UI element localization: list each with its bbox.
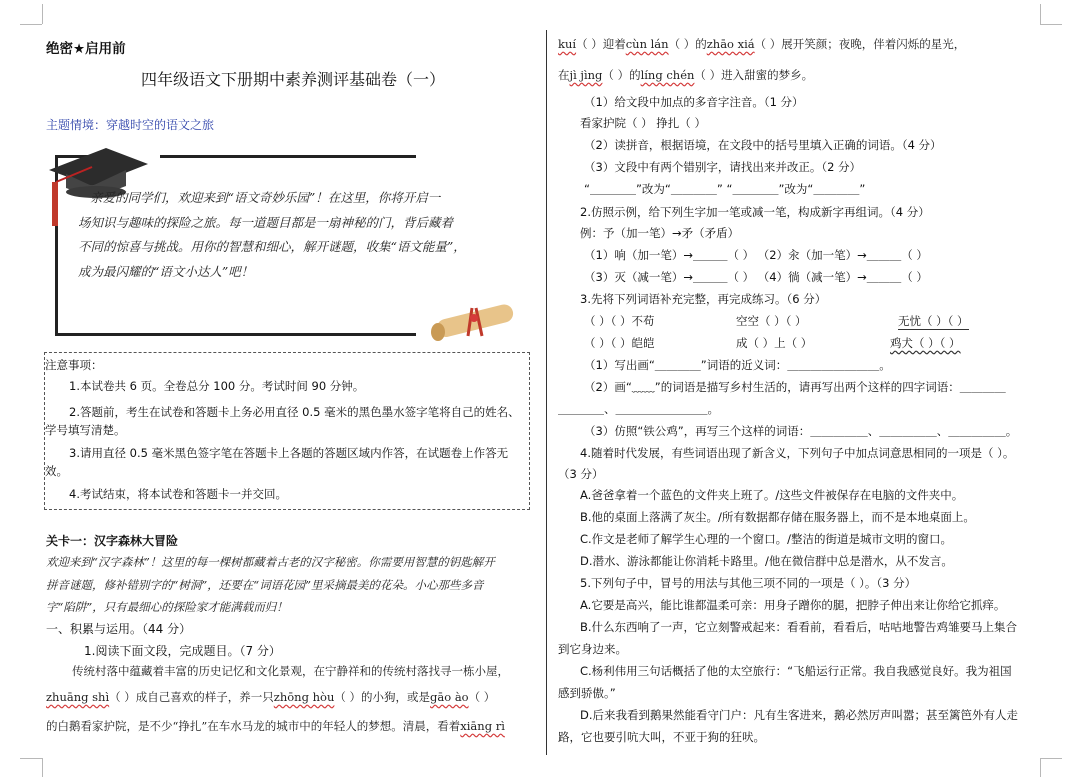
crop-mark — [1040, 24, 1062, 25]
crop-mark — [42, 4, 43, 24]
level1-intro-line: 欢迎来到“汉字森林”！这里的每一棵树都藏着古老的汉字秘密。你需要用智慧的钥匙解开 — [46, 555, 495, 569]
question-4: 4.随着时代发展，有些词语出现了新含义，下列句子中加点词意思相同的一项是（ ）。 — [580, 446, 1015, 460]
answer-line: 看家护院（ ） 挣扎（ ） — [580, 116, 706, 130]
intro-line: 成为最闪耀的“语文小达人”吧！ — [78, 263, 254, 279]
crop-mark — [20, 758, 42, 759]
theme-label: 主题情境：穿越时空的语文之旅 — [46, 118, 215, 132]
page-title: 四年级语文下册期中素养测评基础卷（一） — [141, 70, 446, 89]
question-3: 3.先将下列词语补充完整，再完成练习。（6 分） — [580, 292, 827, 306]
section-title: 一、积累与运用。（44 分） — [46, 622, 192, 636]
sub-question: （1）写出画“＿＿＿＿”词语的近义词：＿＿＿＿＿＿＿＿。 — [584, 358, 891, 372]
option-c-cont: 感到骄傲。” — [558, 686, 616, 700]
question-5: 5.下列句子中，冒号的用法与其他三项不同的一项是（ ）。（3 分） — [580, 576, 917, 590]
notice-item: 2.答题前，考生在试卷和答题卡上务必用直径 0.5 毫米的黑色墨水签字笔将自己的姓名、 — [69, 405, 520, 419]
intro-text — [62, 186, 502, 284]
passage-line-pinyin: zhuāng shì（ ）成自己喜欢的样子，养一只zhōng hòu（ ）的小狗，或是gāo ào（ ） — [46, 690, 496, 704]
question-4-score: （3 分） — [558, 467, 604, 481]
option-d: D.后来我看到鹅果然能看守门户：凡有生客进来，鹅必然厉声叫嚣；甚至篱笆外有人走 — [580, 708, 1019, 722]
answer-line: （3）灭（减一笔）→＿＿＿（ ） （4）徜（减一笔）→＿＿＿（ ） — [584, 270, 928, 284]
passage-line: 传统村落中蕴藏着丰富的历史记忆和文化景观，在宁静祥和的传统村落找寻一栋小屋， — [72, 664, 509, 678]
notice-box — [44, 352, 530, 510]
notice-item: 1.本试卷共 6 页。全卷总分 100 分。考试时间 90 分钟。 — [69, 379, 365, 393]
option-b-cont: 到它身边来。 — [558, 642, 627, 656]
option-d: D.潜水、游泳都能让你消耗卡路里。/他在微信群中总是潜水，从不发言。 — [580, 554, 953, 568]
answer-line: “＿＿＿＿”改为“＿＿＿＿” “＿＿＿＿”改为“＿＿＿＿” — [584, 182, 866, 196]
level1-intro-line: 字“陷阱”，只有最细心的探险家才能满载而归！ — [46, 600, 288, 614]
word-fill: 成（ ）上（ ） — [736, 336, 813, 350]
notice-item: 学号填写清楚。 — [45, 423, 126, 437]
notice-item: 效。 — [45, 464, 68, 478]
diploma-scroll-icon — [428, 300, 520, 342]
question-2: 2.仿照示例，给下列生字加一笔或减一笔，构成新字再组词。（4 分） — [580, 205, 930, 219]
passage-line-pinyin: kuí（ ）迎着cùn lán（ ）的zhāo xiá（ ）展开笑颜；夜晚，伴着闪烁的星光， — [558, 37, 966, 51]
word-fill: 鸡犬（ ）（ ） — [890, 336, 961, 350]
intro-line: 亲爱的同学们，欢迎来到“语文奇妙乐园”！在这里，你将开启一 — [90, 190, 441, 205]
passage-line-pinyin: 在jì jìng（ ）的líng chén（ ）进入甜蜜的梦乡。 — [558, 68, 814, 82]
option-b: B.什么东西响了一声，它立刻警戒起来：看看前，看看后，咕咕地警告鸡雏要马上集合 — [580, 620, 1018, 634]
option-b: B.他的桌面上落满了灰尘。/所有数据都存储在服务器上，而不是本地桌面上。 — [580, 510, 975, 524]
crop-mark — [1040, 758, 1062, 759]
word-fill: 无忧（ ）（ ） — [898, 314, 969, 328]
word-fill: （ ）（ ）皑皑 — [584, 336, 655, 350]
column-divider — [546, 30, 547, 755]
secret-label: 绝密★启用前 — [46, 41, 126, 57]
answer-line: （1）响（加一笔）→＿＿＿（ ） （2）汆（加一笔）→＿＿＿（ ） — [584, 248, 928, 262]
notice-item: 4.考试结束，将本试卷和答题卡一并交回。 — [69, 487, 287, 501]
sub-question: （1）给文段中加点的多音字注音。（1 分） — [584, 95, 804, 109]
option-a: A.爸爸拿着一个蓝色的文件夹上班了。/这些文件被保存在电脑的文件夹中。 — [580, 488, 964, 502]
crop-mark — [1040, 758, 1041, 777]
intro-line: 不同的惊喜与挑战。用你的智慧和细心，解开谜题，收集“语文能量”， — [78, 239, 466, 254]
passage-line-pinyin: 的白鹅看家护院，是不少“挣扎”在车水马龙的城市中的年轻人的梦想。清晨，看着xiāng rì — [46, 719, 505, 733]
option-c: C.作文是老师了解学生心理的一个窗口。/整洁的街道是城市文明的窗口。 — [580, 532, 953, 546]
word-fill: （ ）（ ）不苟 — [584, 314, 655, 328]
crop-mark — [20, 24, 42, 25]
sub-question: （2）画“﹏﹏”的词语是描写乡村生活的，请再写出两个这样的四字词语：＿＿＿＿ — [584, 380, 1006, 394]
option-c: C.杨利伟用三句话概括了他的太空旅行：“飞船运行正常。我自我感觉良好。我为祖国 — [580, 664, 1012, 678]
crop-mark — [1040, 4, 1041, 24]
question-1: 1.阅读下面文段，完成题目。（7 分） — [84, 644, 281, 658]
sub-question: （3）文段中有两个错别字，请找出来并改正。（2 分） — [584, 160, 862, 174]
option-a: A.它要是高兴，能比谁都温柔可亲：用身子蹭你的腿，把脖子伸出来让你给它抓痒。 — [580, 598, 1006, 612]
sub-question: （2）读拼音，根据语境，在文段中的括号里填入正确的词语。（4 分） — [584, 138, 942, 152]
example-line: 例：予（加一笔）→矛（矛盾） — [580, 226, 740, 240]
crop-mark — [42, 758, 43, 777]
intro-line: 场知识与趣味的探险之旅。每一道题目都是一扇神秘的门，背后藏着 — [78, 214, 454, 230]
sub-question: （3）仿照“铁公鸡”，再写三个这样的词语：＿＿＿＿＿、＿＿＿＿＿、＿＿＿＿＿。 — [584, 424, 1018, 438]
level1-title: 关卡一：汉字森林大冒险 — [46, 534, 179, 548]
word-fill: 空空（ ）（ ） — [736, 314, 807, 328]
option-d-cont: 路，它也要引吭大叫，不亚于狗的狂吠。 — [558, 730, 765, 744]
notice-title: 注意事项： — [45, 358, 103, 372]
level1-intro-line: 拼音谜题，修补错别字的“树洞”，还要在“词语花园”里采摘最美的花朵。小心那些多音 — [46, 578, 484, 592]
answer-line: ＿＿＿＿、＿＿＿＿＿＿＿＿。 — [558, 402, 719, 416]
notice-item: 3.请用直径 0.5 毫米黑色签字笔在答题卡上各题的答题区域内作答，在试题卷上作答无 — [69, 446, 509, 460]
